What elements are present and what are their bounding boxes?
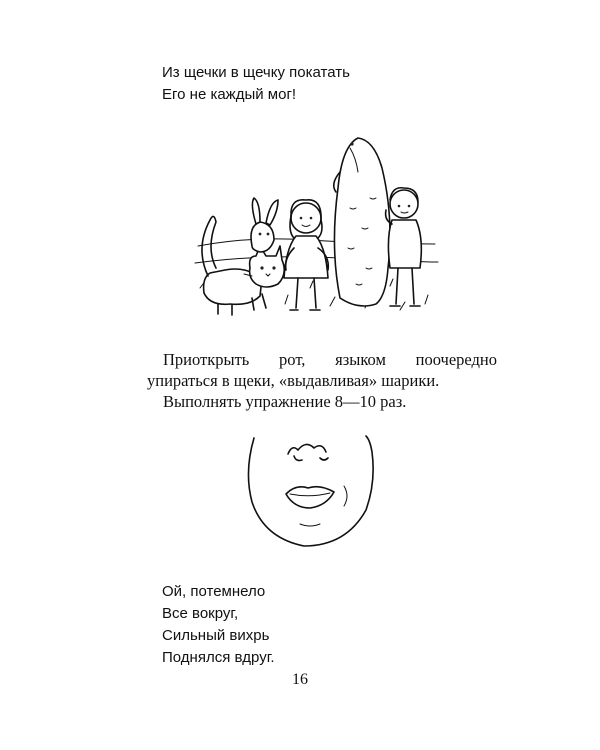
verse-top [162,62,350,106]
verse-line: Все вокруг, [162,605,239,622]
verse-line: Поднялся вдруг. [162,649,275,666]
verse-line: Сильный вихрь [162,627,270,644]
verse-bottom [162,581,275,669]
verse-line: Его не каждый мог! [162,86,297,103]
instruction-line: упираться в щеки, «выдавливая» шарики. [147,371,440,390]
page-number: 16 [292,671,308,688]
children-animals-illustration [190,128,440,328]
verse-line: Из щечки в щечку покатать [162,64,350,81]
instruction-line: Приоткрыть рот, языком поочередно [163,350,497,369]
exercise-instructions [147,349,497,412]
verse-line: Ой, потемнело [162,583,266,600]
instruction-line: Выполнять упражнение 8—10 раз. [163,392,407,411]
puffed-cheek-face-illustration [240,432,380,552]
